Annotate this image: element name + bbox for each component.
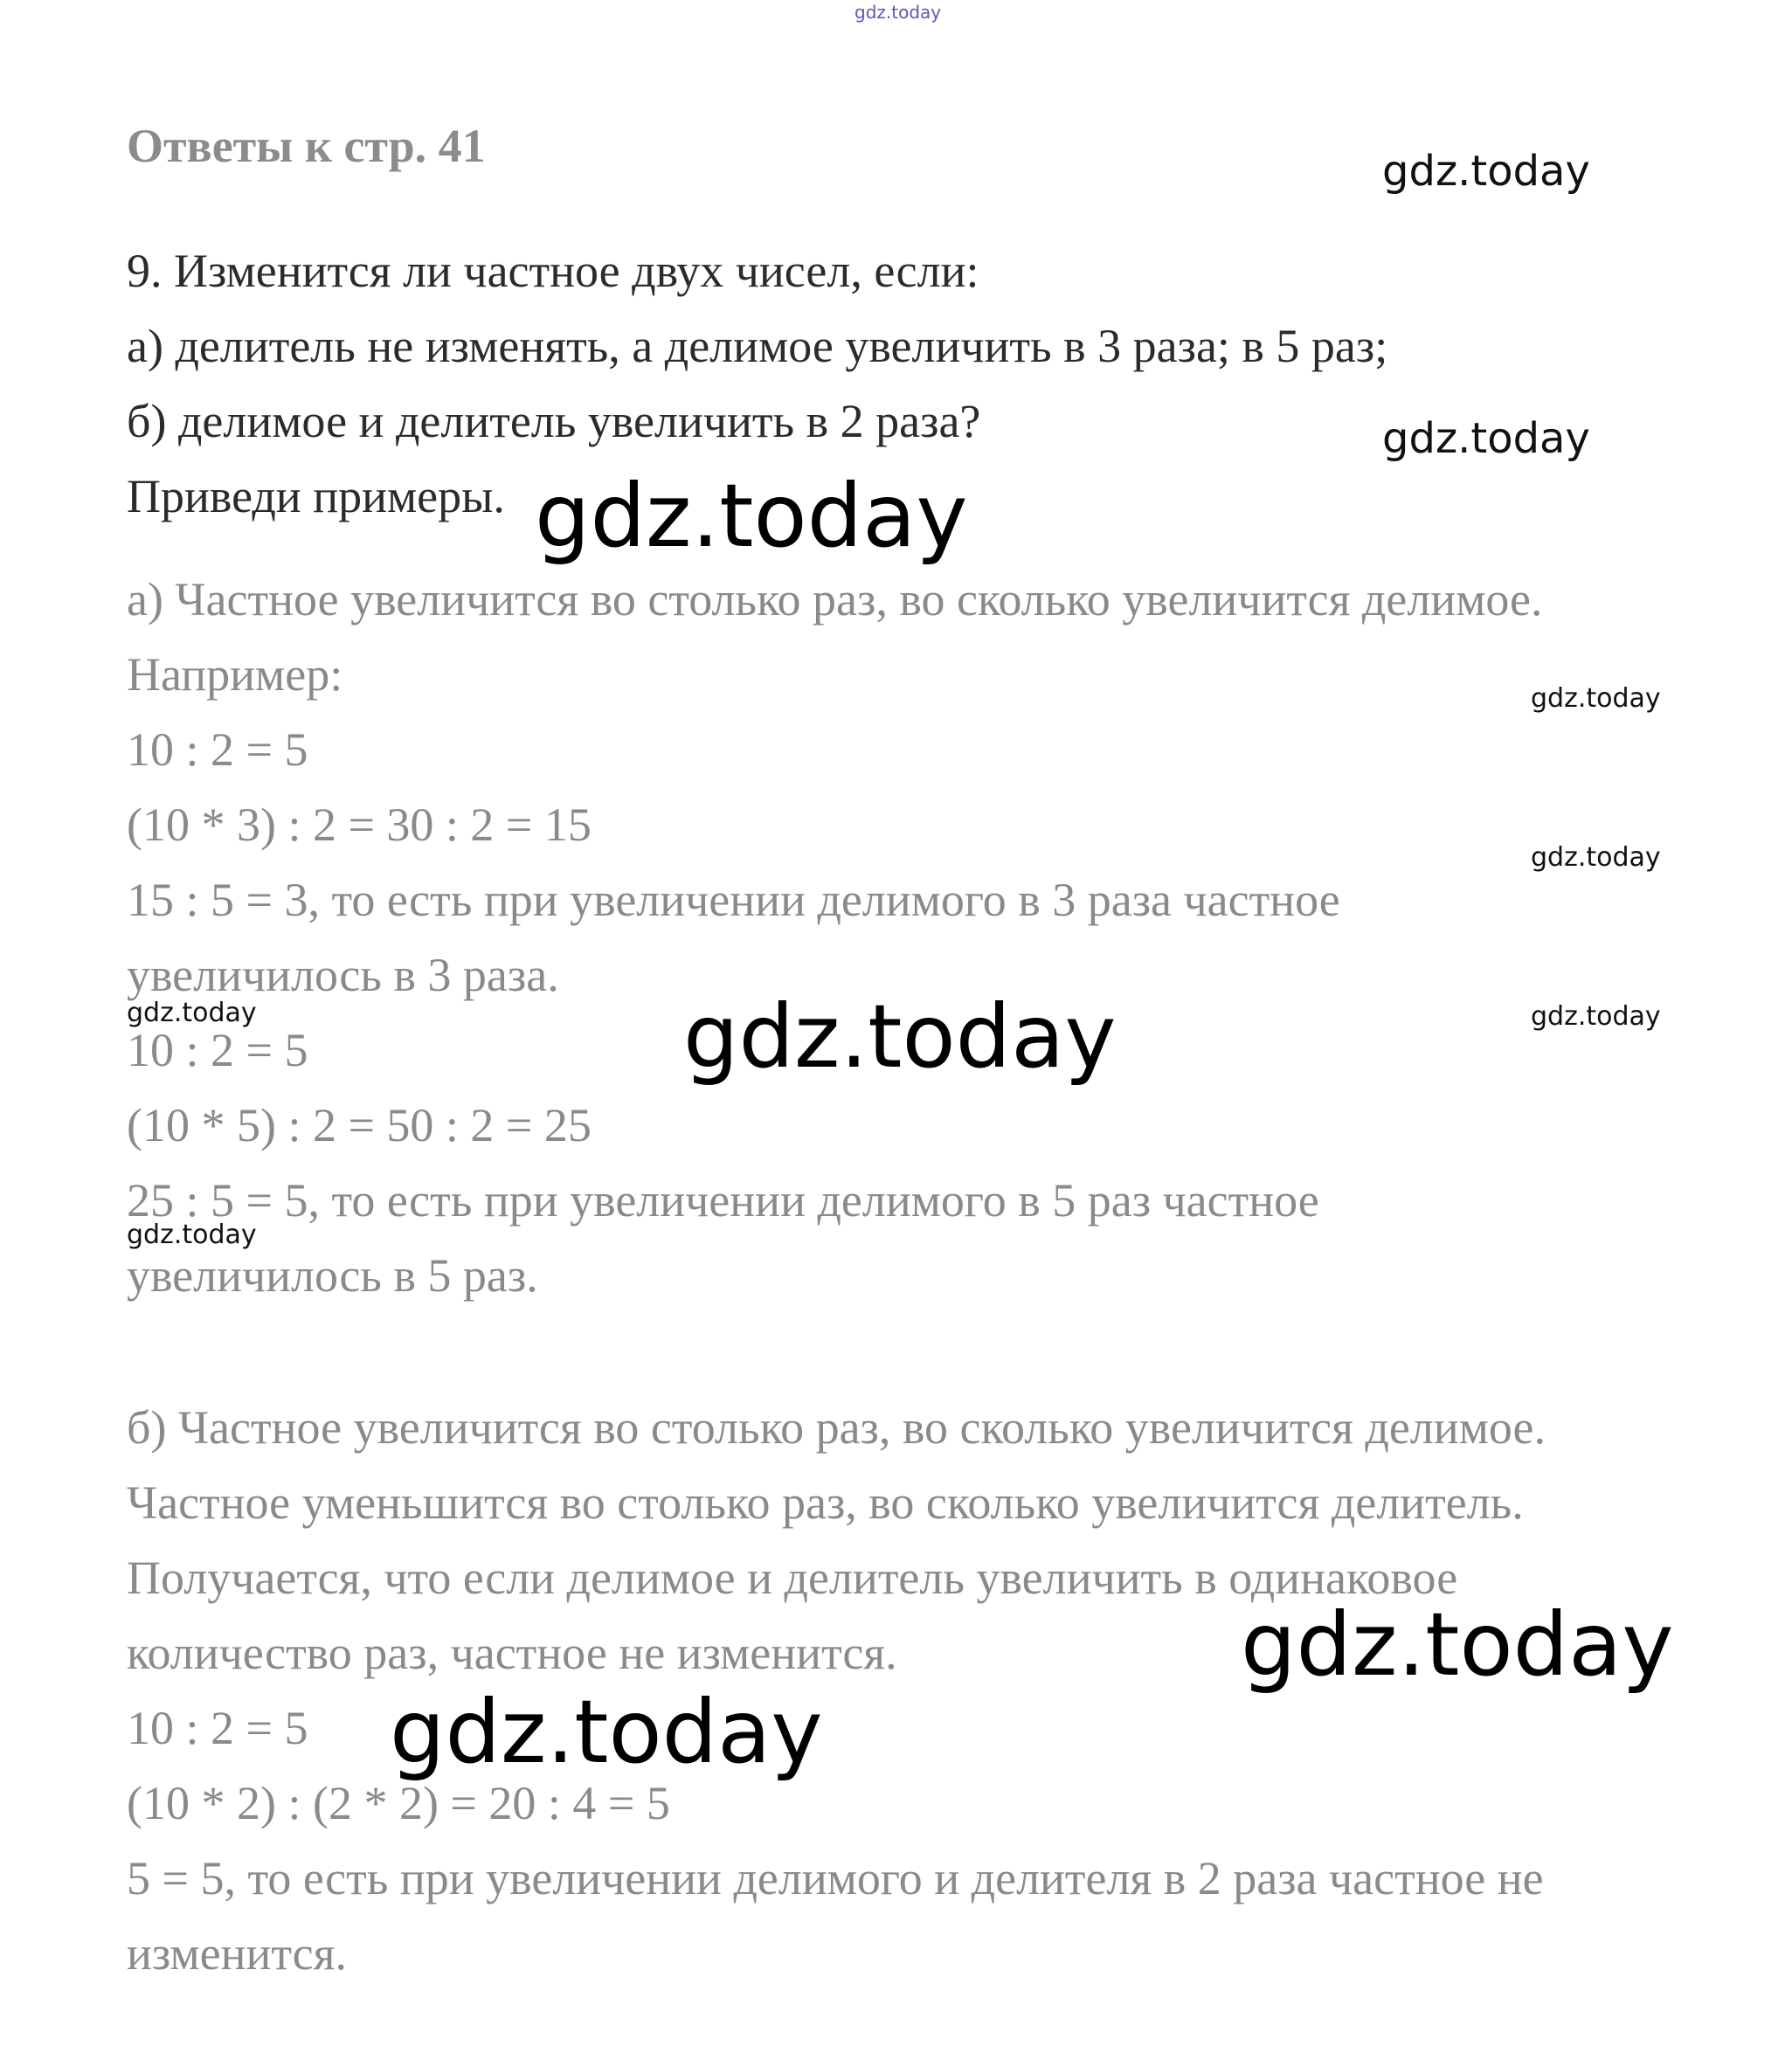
watermark-answer-b-large-left: gdz.today bbox=[390, 1681, 823, 1783]
watermark-question-right: gdz.today bbox=[1382, 414, 1590, 463]
answer-b-line-7: 5 = 5, то есть при увеличении делимого и делителя в 2 раза частное не bbox=[127, 1852, 1544, 1904]
watermark-question-large: gdz.today bbox=[535, 465, 968, 567]
watermark-top: gdz.today bbox=[854, 2, 942, 23]
question-line-4: Приведи примеры. bbox=[127, 470, 505, 522]
question-line-3: б) делимое и делитель увеличить в 2 раза? bbox=[127, 395, 981, 447]
answer-a-line-4: (10 * 3) : 2 = 30 : 2 = 15 bbox=[127, 798, 592, 851]
watermark-answer-a-left-2: gdz.today bbox=[127, 1220, 257, 1250]
answer-b-line-2: Частное уменьшится во столько раз, во сколько увеличится делитель. bbox=[127, 1476, 1524, 1529]
answer-a-line-6: увеличилось в 3 раза. bbox=[127, 949, 559, 1001]
answer-a-line-7: 10 : 2 = 5 bbox=[127, 1024, 308, 1076]
question-line-1: 9. Изменится ли частное двух чисел, если: bbox=[127, 245, 979, 297]
answer-a-line-9: 25 : 5 = 5, то есть при увеличении делимого в 5 раз частное bbox=[127, 1174, 1319, 1227]
watermark-answer-a-3: gdz.today bbox=[1531, 1001, 1661, 1032]
page-heading: Ответы к стр. 41 bbox=[127, 120, 486, 172]
answer-b-line-3: Получается, что если делимое и делитель увеличить в одинаковое bbox=[127, 1552, 1458, 1604]
answer-a-line-5: 15 : 5 = 3, то есть при увеличении делимого в 3 раза частное bbox=[127, 874, 1340, 926]
answer-a-line-2: Например: bbox=[127, 648, 343, 701]
answer-b-line-4: количество раз, частное не изменится. bbox=[127, 1627, 897, 1679]
watermark-answer-a-1: gdz.today bbox=[1531, 683, 1661, 714]
answer-b-line-5: 10 : 2 = 5 bbox=[127, 1702, 308, 1754]
answer-a-line-10: увеличилось в 5 раз. bbox=[127, 1249, 538, 1302]
watermark-answer-a-2: gdz.today bbox=[1531, 842, 1661, 873]
question-line-2: а) делитель не изменять, а делимое увеличить в 3 раза; в 5 раз; bbox=[127, 320, 1388, 372]
answer-a-line-3: 10 : 2 = 5 bbox=[127, 723, 308, 776]
watermark-answer-b-large-right: gdz.today bbox=[1241, 1593, 1674, 1696]
watermark-answer-a-left-1: gdz.today bbox=[127, 998, 257, 1028]
watermark-header-right: gdz.today bbox=[1382, 147, 1590, 196]
answer-a-line-1: а) Частное увеличится во столько раз, во сколько увеличится делимое. bbox=[127, 573, 1543, 626]
answer-a-line-8: (10 * 5) : 2 = 50 : 2 = 25 bbox=[127, 1099, 592, 1151]
answer-b-line-1: б) Частное увеличится во столько раз, во сколько увеличится делимое. bbox=[127, 1401, 1546, 1454]
watermark-answer-a-large: gdz.today bbox=[683, 985, 1117, 1088]
answer-b-line-6: (10 * 2) : (2 * 2) = 20 : 4 = 5 bbox=[127, 1777, 670, 1829]
answer-b-line-8: изменится. bbox=[127, 1927, 347, 1980]
